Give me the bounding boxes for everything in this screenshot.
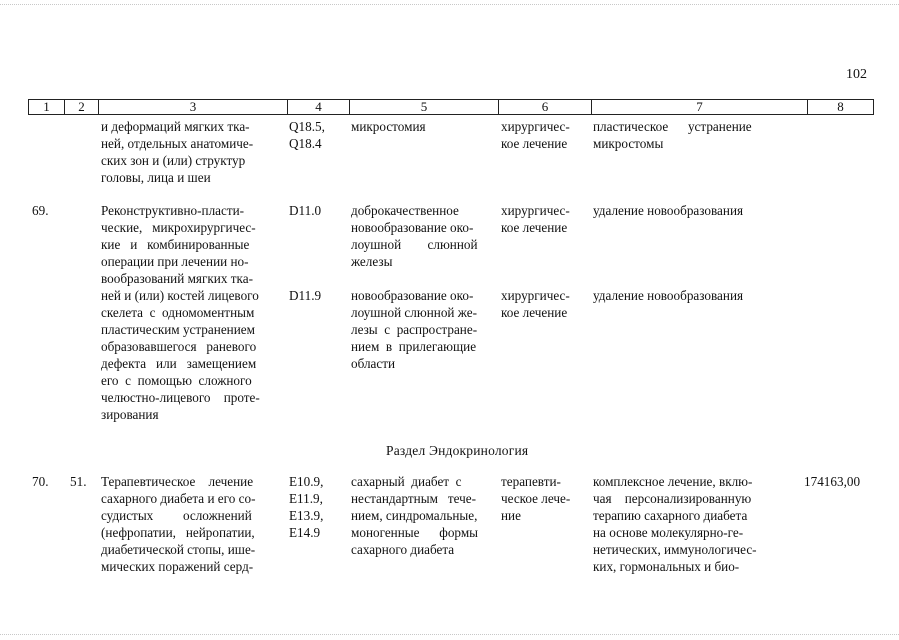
row69-sub2-model: новообразование око- лоушной слюнной же- лезы с распростране- нием в прилегающие области	[351, 288, 478, 371]
row69-sub1-code: D11.0	[289, 203, 322, 218]
bottom-dotted-line	[0, 634, 899, 635]
row69-sub1-model: доброкачественное новообразование око- лоушной слюнной железы	[351, 203, 478, 269]
row69-description: Реконструктивно-пласти- ческие, микрохирургичес- кие и комбинированные операции при лечении но- вообразований мягких тка- ней и (или) костей лицевого скелета с одномоментным пластическим устранением образовавшегося раневого дефекта или замещением его с помощью сложного челюстно-лицевого проте- зирования	[101, 203, 260, 422]
row70-description: Терапевтическое лечение сахарного диабета и его со- судистых осложнений (нефропатии, нейропатии, диабетической стопы, ише- мических поражений серд-	[101, 474, 256, 574]
continuation-col6: хирургичес- кое лечение	[501, 119, 570, 151]
top-dotted-line	[0, 4, 899, 5]
header-col-1: 1	[29, 100, 65, 114]
row70-group-number: 51.	[70, 474, 87, 489]
row70-price: 174163,00	[804, 474, 861, 489]
section-title: Раздел Эндокринология	[386, 443, 529, 458]
header-col-7: 7	[592, 100, 808, 114]
page-number: 102	[846, 67, 867, 82]
continuation-col7: пластическое устранение микростомы	[593, 119, 752, 151]
header-col-4: 4	[288, 100, 350, 114]
row69-sub1-type: хирургичес- кое лечение	[501, 203, 570, 235]
continuation-col3: и деформаций мягких тка- ней, отдельных анатомиче- ских зон и (или) структур головы, лица и шеи	[101, 119, 254, 185]
row70-codes: E10.9, E11.9, E13.9, E14.9	[289, 474, 324, 540]
row69-sub2-method: удаление новообразования	[593, 288, 744, 303]
row69-sub2-code: D11.9	[289, 288, 322, 303]
row69-number: 69.	[32, 203, 49, 218]
row69-sub1-method: удаление новообразования	[593, 203, 744, 218]
row69-sub2-type: хирургичес- кое лечение	[501, 288, 570, 320]
row70-number: 70.	[32, 474, 49, 489]
header-col-5: 5	[350, 100, 499, 114]
header-col-8: 8	[837, 99, 844, 114]
header-col-3: 3	[99, 100, 288, 114]
row70-method: комплексное лечение, вклю- чая персонализированную терапию сахарного диабета на основе молекулярно-ге- нетических, иммунологичес- ких, гормональных и био-	[593, 474, 757, 574]
header-col-6: 6	[499, 100, 592, 114]
continuation-col4: Q18.5, Q18.4	[289, 119, 325, 151]
row70-model: сахарный диабет с нестандартным тече- нием, синдромальные, моногенные формы сахарного диабета	[351, 474, 479, 557]
continuation-col5: микростомия	[351, 119, 426, 134]
row70-type: терапевти- ческое лече- ние	[501, 474, 571, 523]
header-col-2: 2	[65, 100, 99, 114]
table-header-row	[28, 99, 874, 115]
